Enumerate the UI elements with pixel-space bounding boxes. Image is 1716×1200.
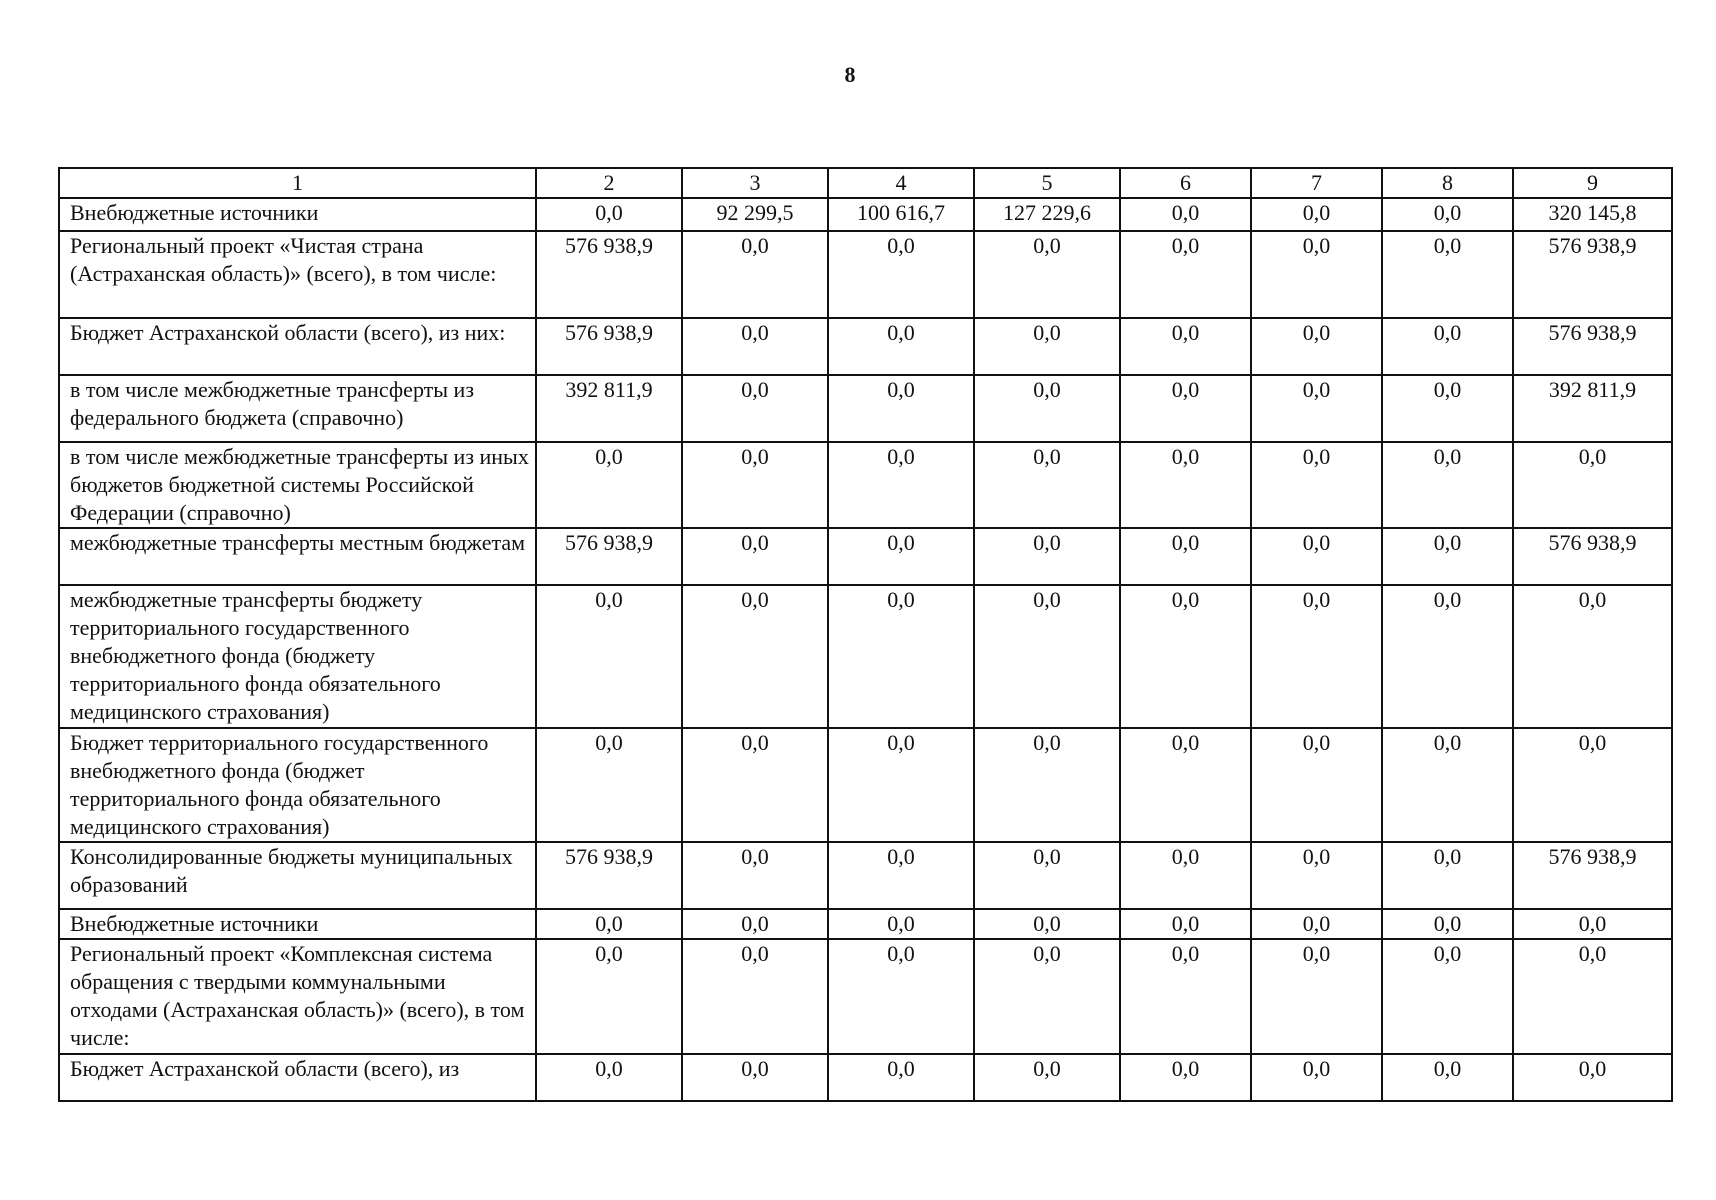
cell-value: 0,0 <box>1120 231 1251 318</box>
cell-value: 0,0 <box>1382 909 1513 939</box>
cell-value: 0,0 <box>1382 939 1513 1054</box>
table-row <box>59 528 1672 585</box>
cell-value: 0,0 <box>1513 585 1672 728</box>
cell-value: 0,0 <box>682 728 828 842</box>
row-label: Бюджет территориального государственного внебюджетного фонда (бюджет территориального фонда обязательного медицинского страхования) <box>59 728 536 842</box>
cell-value: 0,0 <box>1251 375 1382 442</box>
cell-value: 0,0 <box>828 318 974 375</box>
cell-value: 0,0 <box>828 585 974 728</box>
cell-value: 576 938,9 <box>1513 231 1672 318</box>
cell-value: 0,0 <box>536 198 682 231</box>
cell-value: 0,0 <box>1513 1054 1672 1101</box>
budget-table <box>58 167 1673 1102</box>
table-row <box>59 585 1672 728</box>
row-label: межбюджетные трансферты бюджету территориального государственного внебюджетного фонда (бюджету территориального фонда обязательного медицинского страхования) <box>59 585 536 728</box>
cell-value: 0,0 <box>1382 442 1513 528</box>
cell-value: 0,0 <box>682 842 828 909</box>
cell-value: 100 616,7 <box>828 198 974 231</box>
cell-value: 320 145,8 <box>1513 198 1672 231</box>
cell-value: 0,0 <box>1251 728 1382 842</box>
column-header: 6 <box>1120 168 1251 198</box>
row-label: Консолидированные бюджеты муниципальных образований <box>59 842 536 909</box>
row-label: Региональный проект «Комплексная система обращения с твердыми коммунальными отходами (Астраханская область)» (всего), в том числе: <box>59 939 536 1054</box>
cell-value: 0,0 <box>828 1054 974 1101</box>
cell-value: 0,0 <box>1251 939 1382 1054</box>
cell-value: 0,0 <box>1251 231 1382 318</box>
cell-value: 0,0 <box>536 728 682 842</box>
cell-value: 0,0 <box>1251 842 1382 909</box>
cell-value: 0,0 <box>1382 198 1513 231</box>
table-row <box>59 842 1672 909</box>
table-row <box>59 1054 1672 1101</box>
cell-value: 0,0 <box>1251 442 1382 528</box>
table-row <box>59 375 1672 442</box>
row-label: Бюджет Астраханской области (всего), из <box>59 1054 536 1101</box>
cell-value: 0,0 <box>1382 528 1513 585</box>
row-label: в том числе межбюджетные трансферты из федерального бюджета (справочно) <box>59 375 536 442</box>
cell-value: 0,0 <box>974 375 1120 442</box>
cell-value: 576 938,9 <box>536 231 682 318</box>
page-number: 8 <box>844 62 856 87</box>
cell-value: 0,0 <box>974 1054 1120 1101</box>
cell-value: 0,0 <box>828 728 974 842</box>
cell-value: 576 938,9 <box>1513 318 1672 375</box>
table-row <box>59 728 1672 842</box>
cell-value: 0,0 <box>1382 1054 1513 1101</box>
cell-value: 576 938,9 <box>536 318 682 375</box>
column-header: 9 <box>1513 168 1672 198</box>
cell-value: 0,0 <box>1382 231 1513 318</box>
cell-value: 0,0 <box>828 528 974 585</box>
table-row <box>59 231 1672 318</box>
cell-value: 392 811,9 <box>536 375 682 442</box>
cell-value: 0,0 <box>536 939 682 1054</box>
cell-value: 576 938,9 <box>1513 528 1672 585</box>
cell-value: 0,0 <box>682 528 828 585</box>
table-row <box>59 318 1672 375</box>
cell-value: 0,0 <box>1251 585 1382 728</box>
cell-value: 0,0 <box>1120 528 1251 585</box>
cell-value: 0,0 <box>536 1054 682 1101</box>
cell-value: 0,0 <box>1120 585 1251 728</box>
row-label: межбюджетные трансферты местным бюджетам <box>59 528 536 585</box>
table-row <box>59 939 1672 1054</box>
row-label: Региональный проект «Чистая страна (Астраханская область)» (всего), в том числе: <box>59 231 536 318</box>
cell-value: 0,0 <box>1382 842 1513 909</box>
table-header-row <box>59 168 1672 198</box>
cell-value: 0,0 <box>828 842 974 909</box>
cell-value: 0,0 <box>1120 198 1251 231</box>
cell-value: 0,0 <box>682 939 828 1054</box>
cell-value: 0,0 <box>1251 909 1382 939</box>
cell-value: 0,0 <box>1120 318 1251 375</box>
cell-value: 0,0 <box>1120 939 1251 1054</box>
cell-value: 0,0 <box>682 442 828 528</box>
cell-value: 0,0 <box>828 939 974 1054</box>
cell-value: 0,0 <box>682 1054 828 1101</box>
cell-value: 0,0 <box>828 375 974 442</box>
column-header: 2 <box>536 168 682 198</box>
cell-value: 0,0 <box>1382 318 1513 375</box>
cell-value: 0,0 <box>974 442 1120 528</box>
cell-value: 0,0 <box>974 585 1120 728</box>
cell-value: 0,0 <box>828 909 974 939</box>
cell-value: 0,0 <box>1120 375 1251 442</box>
cell-value: 0,0 <box>682 318 828 375</box>
cell-value: 0,0 <box>682 231 828 318</box>
cell-value: 0,0 <box>974 842 1120 909</box>
cell-value: 0,0 <box>1513 939 1672 1054</box>
column-header: 1 <box>59 168 536 198</box>
cell-value: 0,0 <box>828 231 974 318</box>
cell-value: 0,0 <box>974 939 1120 1054</box>
column-header: 8 <box>1382 168 1513 198</box>
cell-value: 576 938,9 <box>536 842 682 909</box>
cell-value: 0,0 <box>682 909 828 939</box>
row-label: Внебюджетные источники <box>59 198 536 231</box>
cell-value: 0,0 <box>1382 375 1513 442</box>
cell-value: 0,0 <box>1513 728 1672 842</box>
cell-value: 0,0 <box>536 585 682 728</box>
cell-value: 92 299,5 <box>682 198 828 231</box>
cell-value: 0,0 <box>1120 442 1251 528</box>
cell-value: 0,0 <box>974 318 1120 375</box>
cell-value: 576 938,9 <box>536 528 682 585</box>
cell-value: 392 811,9 <box>1513 375 1672 442</box>
cell-value: 0,0 <box>536 909 682 939</box>
cell-value: 0,0 <box>1120 842 1251 909</box>
cell-value: 0,0 <box>974 528 1120 585</box>
cell-value: 0,0 <box>1120 728 1251 842</box>
cell-value: 0,0 <box>974 231 1120 318</box>
cell-value: 0,0 <box>1382 585 1513 728</box>
cell-value: 0,0 <box>1251 198 1382 231</box>
column-header: 5 <box>974 168 1120 198</box>
cell-value: 0,0 <box>1251 528 1382 585</box>
cell-value: 0,0 <box>1251 318 1382 375</box>
cell-value: 0,0 <box>536 442 682 528</box>
cell-value: 0,0 <box>974 728 1120 842</box>
column-header: 3 <box>682 168 828 198</box>
row-label: Бюджет Астраханской области (всего), из них: <box>59 318 536 375</box>
cell-value: 0,0 <box>682 375 828 442</box>
cell-value: 0,0 <box>1251 1054 1382 1101</box>
cell-value: 0,0 <box>1120 909 1251 939</box>
column-header: 7 <box>1251 168 1382 198</box>
cell-value: 127 229,6 <box>974 198 1120 231</box>
table-row <box>59 198 1672 231</box>
cell-value: 0,0 <box>682 585 828 728</box>
table-row <box>59 909 1672 939</box>
row-label: Внебюджетные источники <box>59 909 536 939</box>
cell-value: 0,0 <box>1120 1054 1251 1101</box>
cell-value: 0,0 <box>1513 909 1672 939</box>
table-row <box>59 442 1672 528</box>
row-label: в том числе межбюджетные трансферты из иных бюджетов бюджетной системы Российской Федерации (справочно) <box>59 442 536 528</box>
cell-value: 0,0 <box>1513 442 1672 528</box>
cell-value: 0,0 <box>828 442 974 528</box>
cell-value: 0,0 <box>974 909 1120 939</box>
cell-value: 576 938,9 <box>1513 842 1672 909</box>
cell-value: 0,0 <box>1382 728 1513 842</box>
column-header: 4 <box>828 168 974 198</box>
